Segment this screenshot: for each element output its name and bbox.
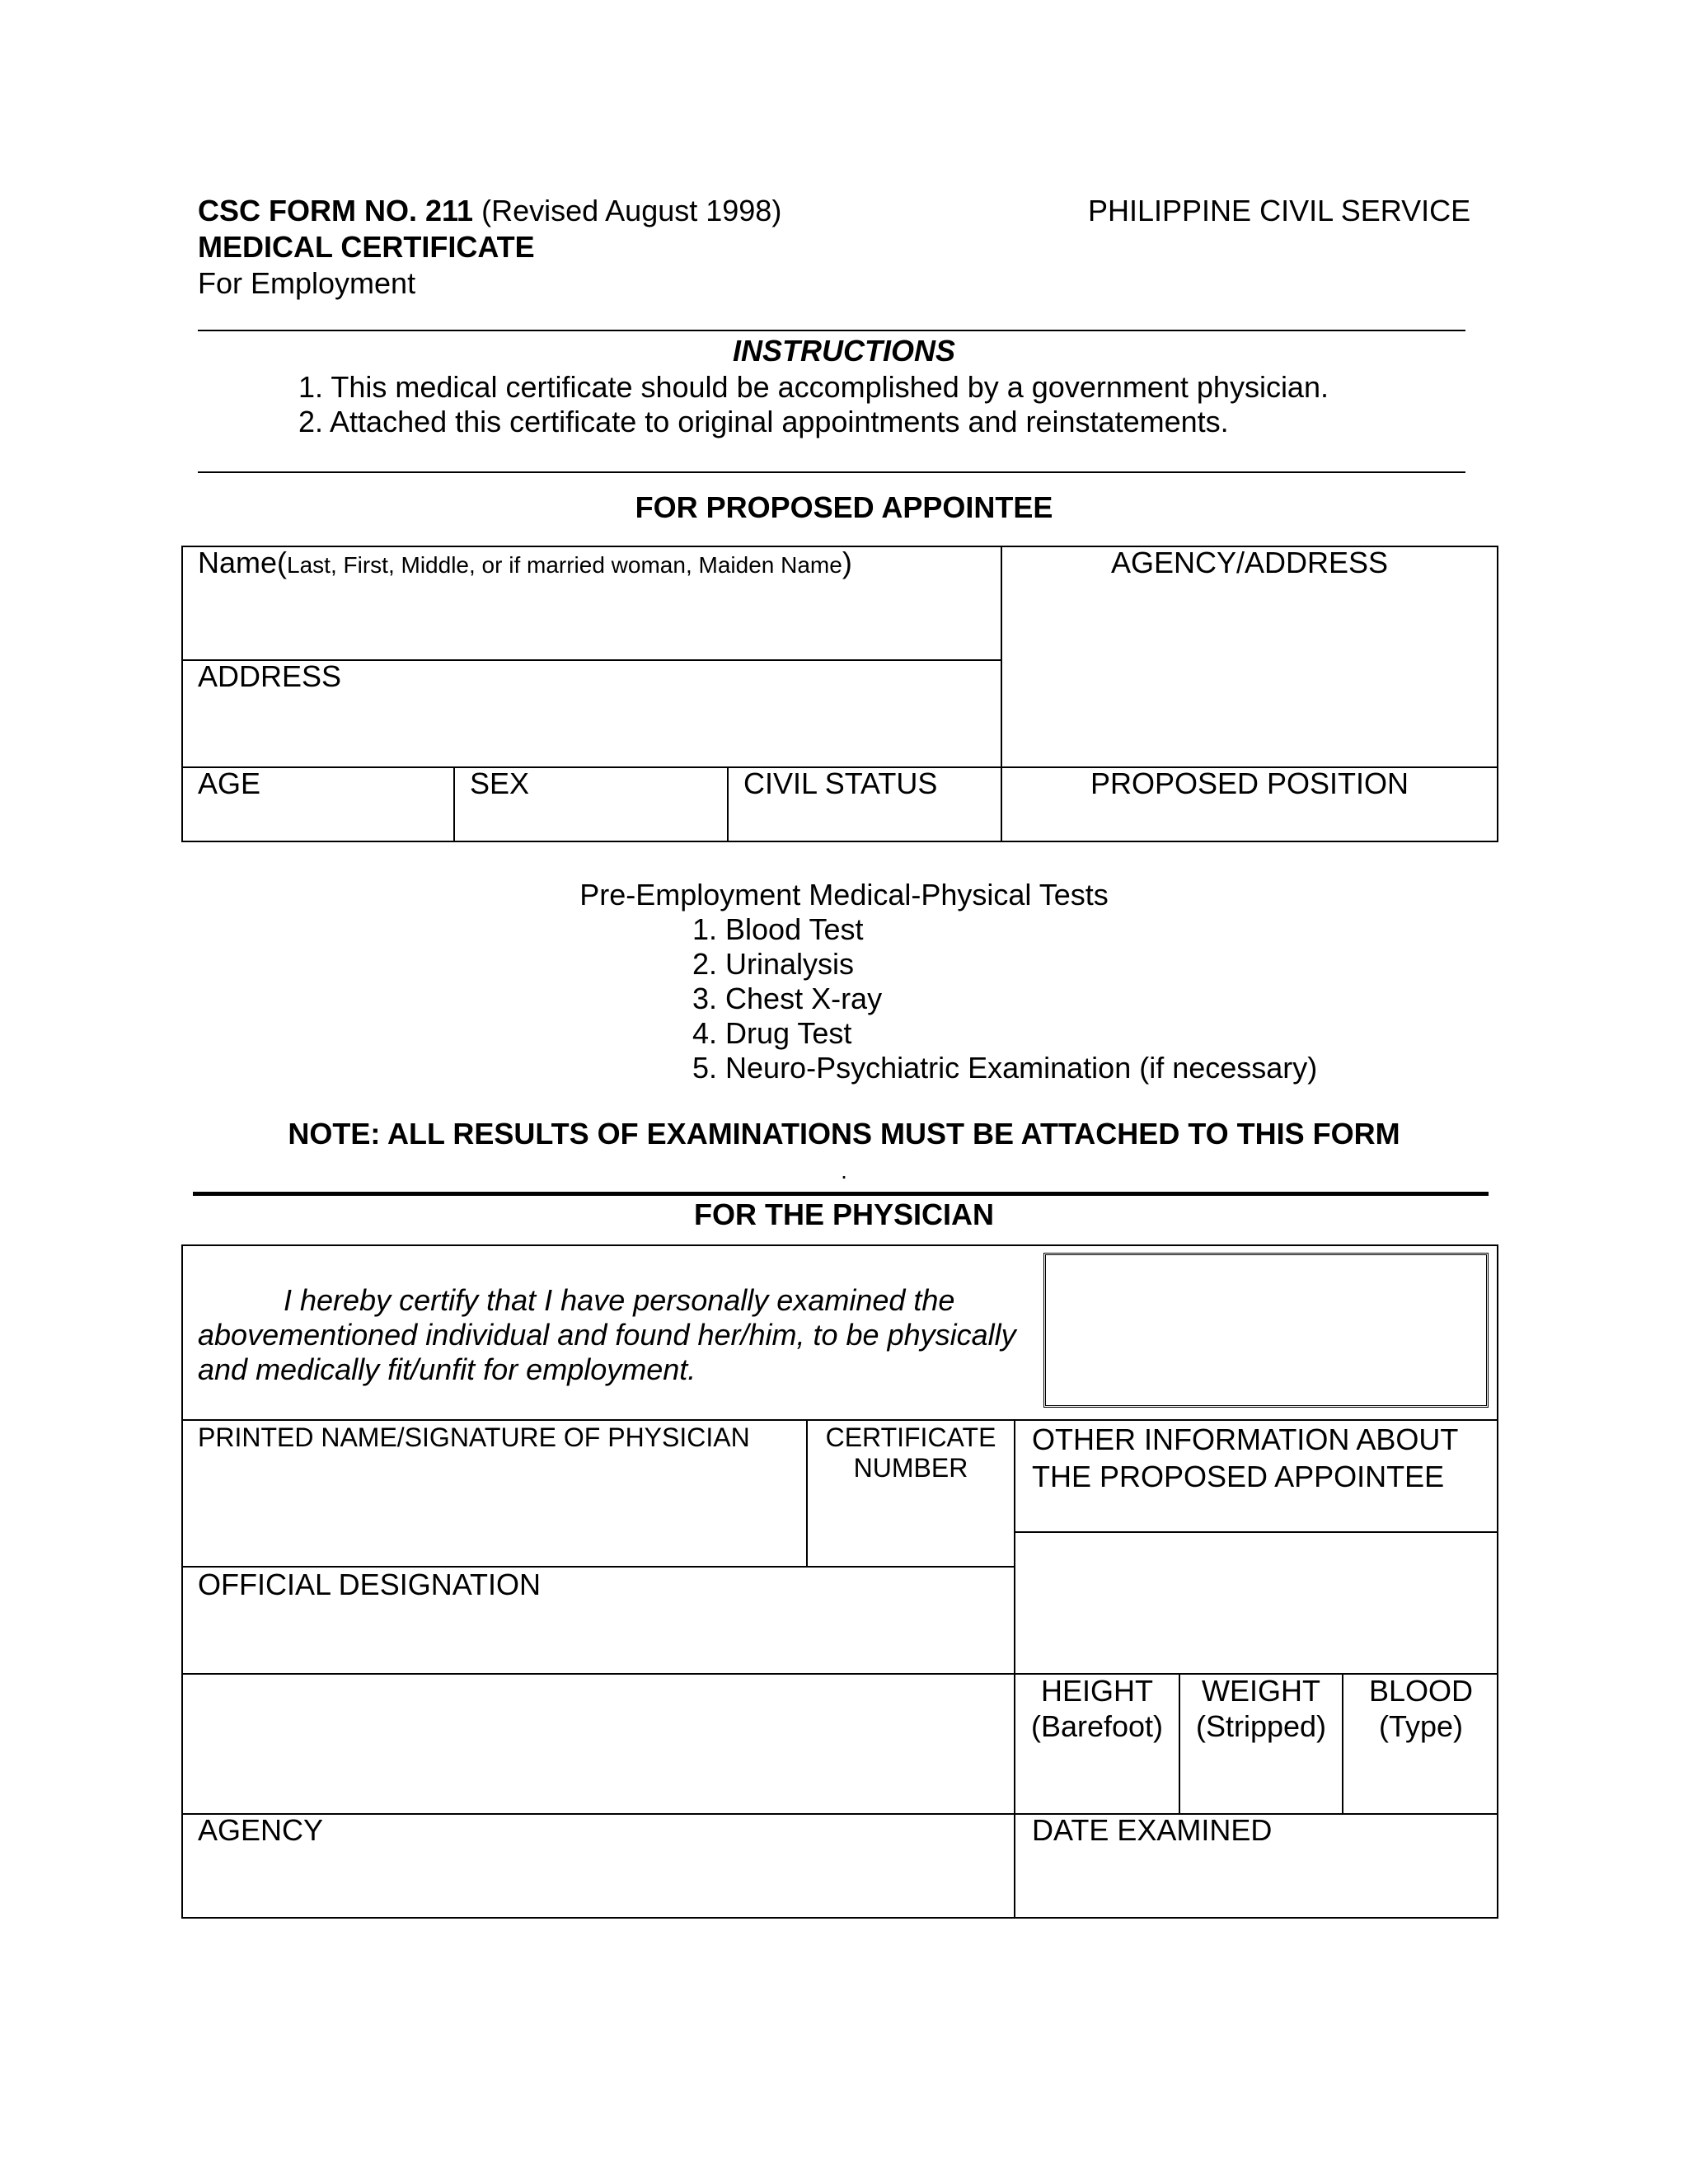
height-label: HEIGHT [1040,1674,1153,1708]
divider [1014,1419,1015,1919]
tests-heading: Pre-Employment Medical-Physical Tests [579,878,1109,912]
divider [198,471,1465,473]
certificate-number-label: CERTIFICATE [825,1422,996,1452]
test-item: 4. Drug Test [692,1016,852,1050]
form-subtitle: For Employment [198,266,416,300]
proposed-position-field[interactable]: PROPOSED POSITION [1090,766,1409,800]
certificate-number-label: NUMBER [853,1453,968,1483]
name-label-close: ) [842,546,852,579]
civil-status-field[interactable]: CIVIL STATUS [743,766,938,800]
blood-type-label: BLOOD [1368,1674,1474,1708]
divider [727,766,729,842]
address-field[interactable]: ADDRESS [198,659,342,693]
height-field[interactable] [1015,1673,1179,1744]
instruction-item: 2. Attached this certificate to original appointments and reinstatements. [298,405,1229,438]
weight-label: WEIGHT [1202,1674,1320,1708]
weight-field[interactable] [1180,1673,1342,1744]
test-item: 1. Blood Test [692,912,864,946]
date-examined-field[interactable]: DATE EXAMINED [1032,1813,1273,1847]
height-label: (Barefoot) [1030,1709,1164,1744]
agency-name: PHILIPPINE CIVIL SERVICE [1088,194,1471,227]
note-dot: . [841,1158,847,1183]
instruction-item: 1. This medical certificate should be accomplished by a government physician. [298,370,1329,404]
instructions-heading: INSTRUCTIONS [733,334,955,368]
official-designation-field[interactable]: OFFICIAL DESIGNATION [198,1568,542,1601]
form-title: MEDICAL CERTIFICATE [198,230,535,264]
photo-box[interactable] [1043,1253,1489,1408]
divider [453,766,455,842]
sex-field[interactable]: SEX [470,766,530,800]
other-information-field[interactable] [1032,1421,1458,1495]
divider [181,1813,1498,1815]
other-information-label: OTHER INFORMATION ABOUT [1032,1422,1459,1456]
certify-line: and medically fit/unfit for employment. [198,1352,696,1386]
test-item: 3. Chest X-ray [692,982,883,1015]
age-field[interactable]: AGE [198,766,261,800]
blood-type-field[interactable] [1343,1673,1498,1744]
divider [1015,1531,1498,1533]
name-field[interactable] [198,546,852,580]
appointee-heading: FOR PROPOSED APPOINTEE [635,490,1053,524]
attachment-note: NOTE: ALL RESULTS OF EXAMINATIONS MUST BE ATTACHED TO THIS FORM [288,1117,1400,1151]
physician-heading: FOR THE PHYSICIAN [693,1197,995,1231]
other-information-label: THE PROPOSED APPOINTEE [1032,1460,1445,1493]
name-hint: Last, First, Middle, or if married woman, Maiden Name [287,552,842,578]
test-item: 2. Urinalysis [692,947,855,981]
thick-divider [193,1192,1489,1196]
certify-line: I hereby certify that I have personally examined the [284,1283,955,1317]
weight-label: (Stripped) [1195,1709,1327,1744]
agency-address-field[interactable]: AGENCY/ADDRESS [1110,546,1389,579]
blood-type-label: (Type) [1378,1709,1464,1744]
certificate-number-field[interactable] [808,1422,1014,1483]
test-item: 5. Neuro-Psychiatric Examination (if necessary) [692,1051,1318,1085]
divider [198,330,1465,331]
certify-line: abovementioned individual and found her/him, to be physically [198,1318,1016,1352]
form-number-line [198,193,781,228]
agency-field[interactable]: AGENCY [198,1813,324,1847]
revised-date: (Revised August 1998) [481,194,782,227]
form-number: CSC FORM NO. 211 [198,194,474,227]
name-label: Name( [198,546,288,579]
physician-name-signature-field[interactable]: PRINTED NAME/SIGNATURE OF PHYSICIAN [198,1422,750,1452]
